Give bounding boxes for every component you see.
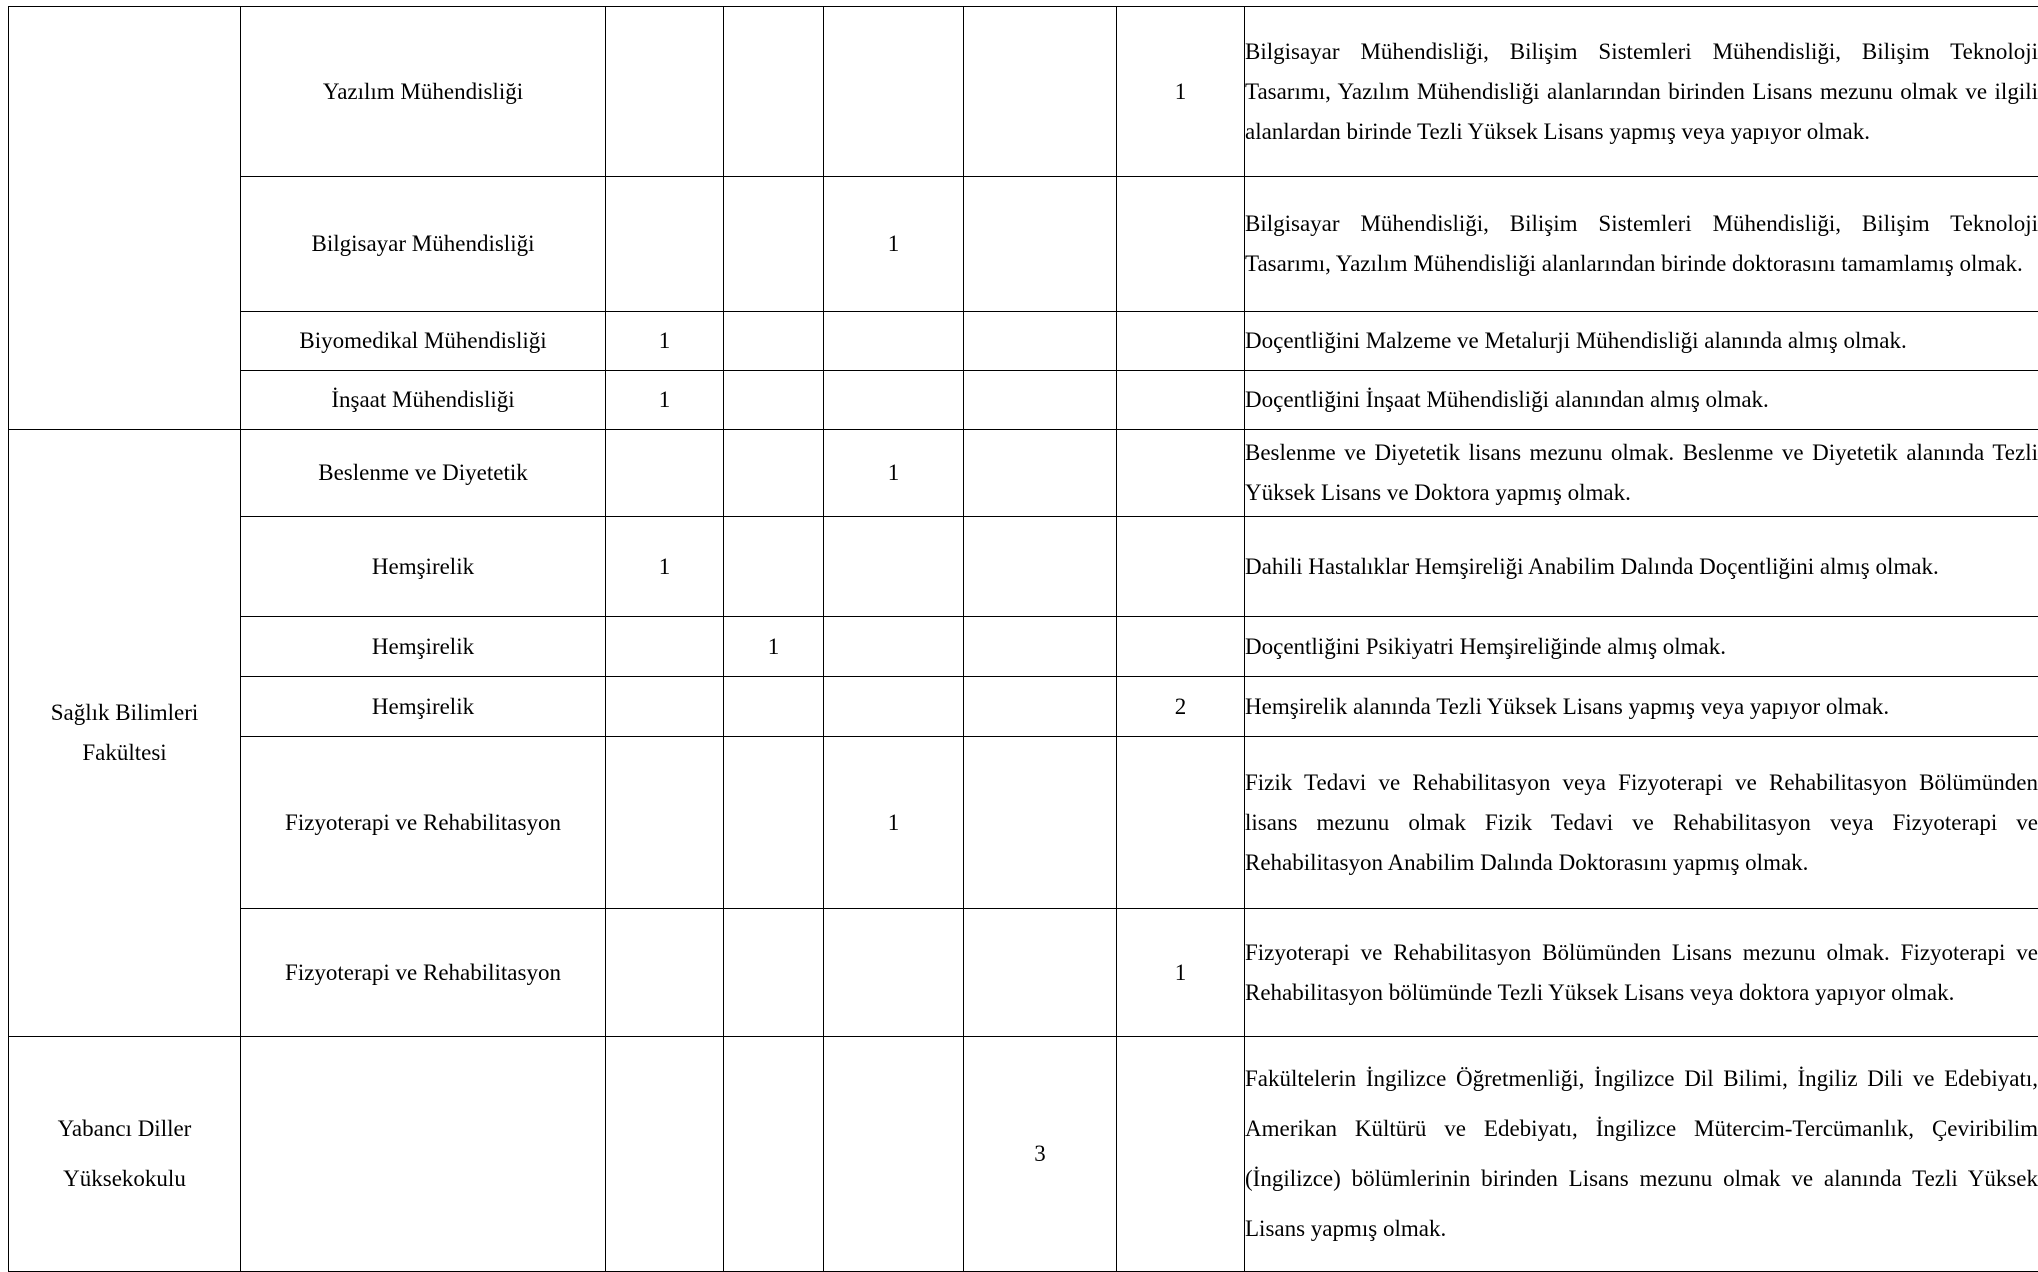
department-cell: Biyomedikal Mühendisliği (241, 312, 606, 371)
ogretim-gorevlisi-count (964, 7, 1117, 177)
dr-ogretim-uyesi-count (824, 909, 964, 1037)
staff-position-table (8, 6, 2038, 1272)
docent-count (724, 1037, 824, 1272)
faculty-cell: Yabancı Diller Yüksekokulu (9, 1037, 241, 1272)
department-cell: Beslenme ve Diyetetik (241, 430, 606, 517)
profesor-count: 1 (606, 517, 724, 617)
profesor-count (606, 1037, 724, 1272)
requirement-cell: Fizik Tedavi ve Rehabilitasyon veya Fizyoterapi ve Rehabilitasyon Bölümünden lisans mezunu olmak Fizik Tedavi ve Rehabilitasyon veya Fizyoterapi ve Rehabilitasyon Anabilim Dalında Doktorasını yapmış olmak. (1245, 737, 2038, 909)
docent-count (724, 7, 824, 177)
dr-ogretim-uyesi-count: 1 (824, 737, 964, 909)
arastirma-gorevlisi-count (1117, 1037, 1245, 1272)
department-cell: Yazılım Mühendisliği (241, 7, 606, 177)
dr-ogretim-uyesi-count: 1 (824, 177, 964, 312)
dr-ogretim-uyesi-count (824, 7, 964, 177)
table-row (9, 1037, 2038, 1272)
table-row (9, 737, 2038, 909)
arastirma-gorevlisi-count: 1 (1117, 7, 1245, 177)
faculty-cell (9, 7, 241, 430)
arastirma-gorevlisi-count (1117, 177, 1245, 312)
docent-count (724, 737, 824, 909)
ogretim-gorevlisi-count (964, 677, 1117, 737)
ogretim-gorevlisi-count: 3 (964, 1037, 1117, 1272)
arastirma-gorevlisi-count (1117, 430, 1245, 517)
dr-ogretim-uyesi-count (824, 617, 964, 677)
ogretim-gorevlisi-count (964, 909, 1117, 1037)
table-row (9, 371, 2038, 430)
ogretim-gorevlisi-count (964, 312, 1117, 371)
table-row (9, 517, 2038, 617)
table-row (9, 312, 2038, 371)
dr-ogretim-uyesi-count (824, 1037, 964, 1272)
docent-count (724, 371, 824, 430)
dr-ogretim-uyesi-count (824, 312, 964, 371)
requirement-cell: Bilgisayar Mühendisliği, Bilişim Sistemleri Mühendisliği, Bilişim Teknoloji Tasarımı, Yazılım Mühendisliği alanlarından birinden Lisans mezunu olmak ve ilgili alanlardan birinde Tezli Yüksek Lisans yapmış veya yapıyor olmak. (1245, 7, 2038, 177)
docent-count (724, 909, 824, 1037)
table-row (9, 7, 2038, 177)
profesor-count (606, 909, 724, 1037)
docent-count (724, 517, 824, 617)
table-row (9, 430, 2038, 517)
arastirma-gorevlisi-count: 1 (1117, 909, 1245, 1037)
ogretim-gorevlisi-count (964, 371, 1117, 430)
dr-ogretim-uyesi-count (824, 677, 964, 737)
ogretim-gorevlisi-count (964, 430, 1117, 517)
department-cell: Hemşirelik (241, 517, 606, 617)
requirement-cell: Beslenme ve Diyetetik lisans mezunu olmak. Beslenme ve Diyetetik alanında Tezli Yüksek Lisans ve Doktora yapmış olmak. (1245, 430, 2038, 517)
requirement-cell: Doçentliğini Psikiyatri Hemşireliğinde almış olmak. (1245, 617, 2038, 677)
faculty-cell: Sağlık Bilimleri Fakültesi (9, 430, 241, 1037)
ogretim-gorevlisi-count (964, 177, 1117, 312)
profesor-count (606, 7, 724, 177)
department-cell: Hemşirelik (241, 617, 606, 677)
docent-count (724, 430, 824, 517)
arastirma-gorevlisi-count: 2 (1117, 677, 1245, 737)
table-row (9, 617, 2038, 677)
requirement-cell: Dahili Hastalıklar Hemşireliği Anabilim Dalında Doçentliğini almış olmak. (1245, 517, 2038, 617)
ogretim-gorevlisi-count (964, 737, 1117, 909)
arastirma-gorevlisi-count (1117, 371, 1245, 430)
arastirma-gorevlisi-count (1117, 517, 1245, 617)
profesor-count: 1 (606, 371, 724, 430)
dr-ogretim-uyesi-count (824, 371, 964, 430)
profesor-count: 1 (606, 312, 724, 371)
arastirma-gorevlisi-count (1117, 617, 1245, 677)
profesor-count (606, 430, 724, 517)
requirement-cell: Bilgisayar Mühendisliği, Bilişim Sistemleri Mühendisliği, Bilişim Teknoloji Tasarımı, Yazılım Mühendisliği alanlarından birinde doktorasını tamamlamış olmak. (1245, 177, 2038, 312)
department-cell: İnşaat Mühendisliği (241, 371, 606, 430)
docent-count (724, 177, 824, 312)
docent-count (724, 677, 824, 737)
table-row (9, 909, 2038, 1037)
table-row (9, 677, 2038, 737)
requirement-cell: Hemşirelik alanında Tezli Yüksek Lisans yapmış veya yapıyor olmak. (1245, 677, 2038, 737)
table-row (9, 177, 2038, 312)
docent-count (724, 312, 824, 371)
department-cell (241, 1037, 606, 1272)
department-cell: Fizyoterapi ve Rehabilitasyon (241, 737, 606, 909)
requirement-cell: Fakültelerin İngilizce Öğretmenliği, İngilizce Dil Bilimi, İngiliz Dili ve Edebiyatı, Amerikan Kültürü ve Edebiyatı, İngilizce Mütercim-Tercümanlık, Çeviribilim (İngilizce) bölümlerinin birinden Lisans mezunu olmak ve alanında Tezli Yüksek Lisans yapmış olmak. (1245, 1037, 2038, 1272)
profesor-count (606, 737, 724, 909)
dr-ogretim-uyesi-count (824, 517, 964, 617)
ogretim-gorevlisi-count (964, 517, 1117, 617)
docent-count: 1 (724, 617, 824, 677)
dr-ogretim-uyesi-count: 1 (824, 430, 964, 517)
requirement-cell: Fizyoterapi ve Rehabilitasyon Bölümünden Lisans mezunu olmak. Fizyoterapi ve Rehabilitasyon bölümünde Tezli Yüksek Lisans veya doktora yapıyor olmak. (1245, 909, 2038, 1037)
department-cell: Fizyoterapi ve Rehabilitasyon (241, 909, 606, 1037)
requirement-cell: Doçentliğini İnşaat Mühendisliği alanından almış olmak. (1245, 371, 2038, 430)
department-cell: Bilgisayar Mühendisliği (241, 177, 606, 312)
arastirma-gorevlisi-count (1117, 737, 1245, 909)
profesor-count (606, 677, 724, 737)
arastirma-gorevlisi-count (1117, 312, 1245, 371)
requirement-cell: Doçentliğini Malzeme ve Metalurji Mühendisliği alanında almış olmak. (1245, 312, 2038, 371)
ogretim-gorevlisi-count (964, 617, 1117, 677)
profesor-count (606, 617, 724, 677)
department-cell: Hemşirelik (241, 677, 606, 737)
profesor-count (606, 177, 724, 312)
